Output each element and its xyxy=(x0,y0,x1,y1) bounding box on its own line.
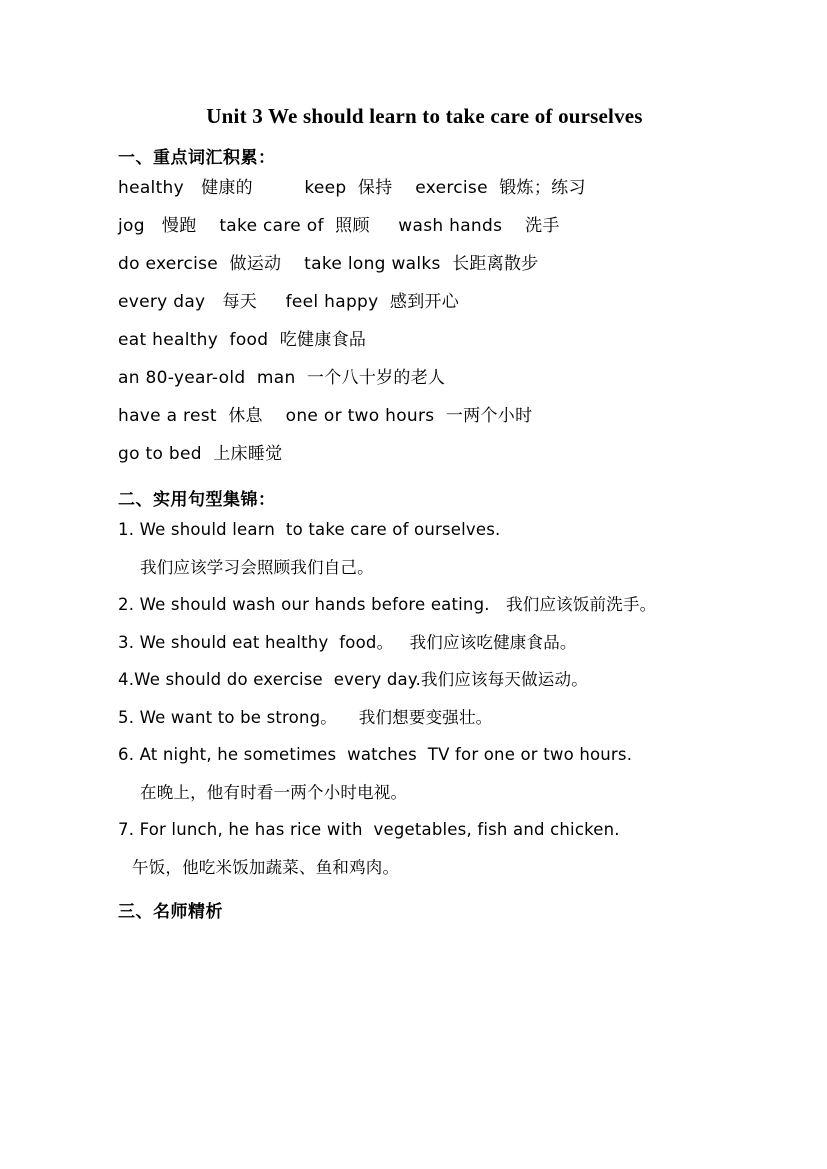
vocab-line: an 80-year-old man 一个八十岁的老人 xyxy=(118,368,446,388)
section-vocabulary xyxy=(118,143,731,463)
section-heading-analysis: 三、名师精析 xyxy=(118,902,223,922)
sentence-line: 2. We should wash our hands before eating. 我们应该饭前洗手。 xyxy=(118,595,657,614)
sentence-line: 4.We should do exercise every day.我们应该每天做运动。 xyxy=(118,670,588,689)
vocab-line: do exercise 做运动 take long walks 长距离散步 xyxy=(118,254,539,274)
section-heading-vocabulary: 一、重点词汇积累： xyxy=(118,148,276,168)
vocab-line: healthy 健康的 keep 保持 exercise 锻炼；练习 xyxy=(118,178,586,198)
sentence-line: 5. We want to be strong。 我们想要变强壮。 xyxy=(118,707,493,727)
sentence-translation: 午饭，他吃米饭加蔬菜、鱼和鸡肉。 xyxy=(132,857,400,877)
vocab-line: eat healthy food 吃健康食品 xyxy=(118,330,367,350)
section-heading-sentences: 二、实用句型集锦： xyxy=(118,490,276,510)
vocab-line: go to bed 上床睡觉 xyxy=(118,444,283,464)
sentence-line: 3. We should eat healthy food。 我们应该吃健康食品。 xyxy=(118,632,577,652)
sentence-line: 1. We should learn to take care of ourselves. xyxy=(118,520,501,539)
sentence-translation: 在晚上，他有时看一两个小时电视。 xyxy=(140,782,408,802)
vocab-line: have a rest 休息 one or two hours 一两个小时 xyxy=(118,406,533,426)
sentence-line: 6. At night, he sometimes watches TV for one or two hours. xyxy=(118,745,633,764)
page-title: Unit 3 We should learn to take care of ourselves xyxy=(206,104,643,128)
section-sentences xyxy=(118,485,731,876)
section-analysis xyxy=(118,897,731,922)
vocab-line: jog 慢跑 take care of 照顾 wash hands 洗手 xyxy=(118,216,560,236)
vocab-line: every day 每天 feel happy 感到开心 xyxy=(118,292,460,312)
sentence-line: 7. For lunch, he has rice with vegetables, fish and chicken. xyxy=(118,820,620,839)
sentence-translation: 我们应该学习会照顾我们自己。 xyxy=(140,557,374,577)
